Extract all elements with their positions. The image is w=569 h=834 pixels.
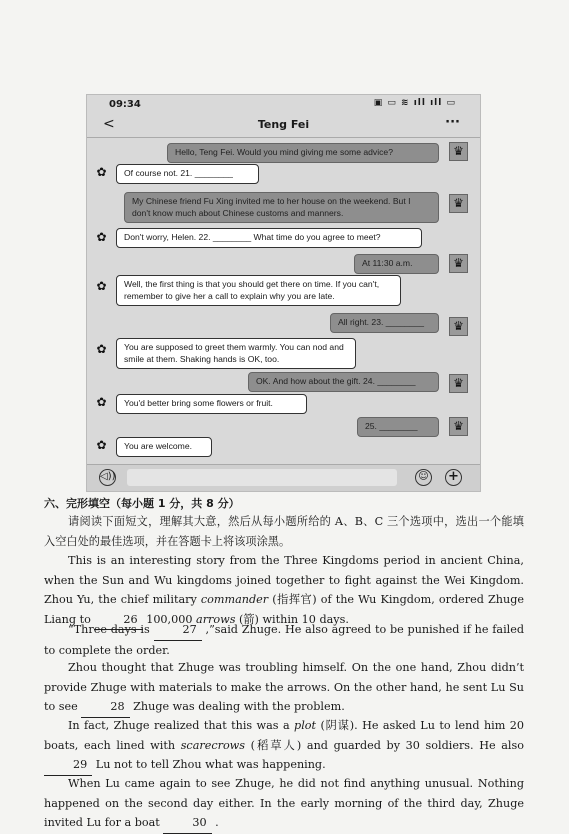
avatar-me: ♛ xyxy=(449,142,468,161)
message-bubble-sent: All right. 23. ________ xyxy=(330,313,439,333)
status-icons: ▣ ▭ ≋ ıll ıll ▭ xyxy=(373,98,456,108)
avatar-teng-fei: ✿ xyxy=(96,230,107,244)
message-bubble-received: You are supposed to greet them warmly. You can nod and smile at them. Shaking hands is OK, too. xyxy=(116,338,356,369)
blank-29: 29 xyxy=(44,755,92,776)
emoji-icon[interactable]: ☺ xyxy=(415,469,432,486)
avatar-teng-fei: ✿ xyxy=(96,395,107,409)
avatar-teng-fei: ✿ xyxy=(96,165,107,179)
back-icon[interactable]: < xyxy=(103,116,115,132)
blank-28: 28 xyxy=(81,697,129,718)
more-icon[interactable]: ··· xyxy=(445,115,460,130)
chat-title: Teng Fei xyxy=(257,118,310,131)
plus-icon[interactable]: + xyxy=(445,469,462,486)
message-input[interactable] xyxy=(127,469,397,486)
passage-paragraph-4: In fact, Zhuge realized that this was a plot (阴谋). He asked Lu to lend him 20 boats, each lined with scarecrows (稻草人) and guarded by 30 soldiers. He also 29 Lu not to tell Zhou what was happening. xyxy=(44,716,524,776)
avatar-me: ♛ xyxy=(449,417,468,436)
instruction: 请阅读下面短文，理解其大意，然后从每小题所给的 A、B、C 三个选项中，选出一个能填入空白处的最佳选项，并在答题卡上将该项涂黑。 xyxy=(44,515,524,548)
chat-screenshot xyxy=(86,94,481,492)
blank-26: 26 xyxy=(94,610,142,631)
avatar-me: ♛ xyxy=(449,374,468,393)
message-bubble-sent: Hello, Teng Fei. Would you mind giving me some advice? xyxy=(167,143,439,163)
header-divider xyxy=(87,137,480,138)
message-bubble-received: Well, the first thing is that you should get there on time. If you can't, remember to give her a call to explain why you are late. xyxy=(116,275,401,306)
message-bubble-sent: 25. ________ xyxy=(357,417,439,437)
avatar-teng-fei: ✿ xyxy=(96,342,107,356)
avatar-me: ♛ xyxy=(449,194,468,213)
message-bubble-received: You'd better bring some flowers or fruit. xyxy=(116,394,307,414)
status-time: 09:34 xyxy=(109,99,141,110)
blank-30: 30 xyxy=(163,813,211,834)
passage-paragraph-5: When Lu came again to see Zhuge, he did not find anything unusual. Nothing happened on the second day either. In the early morning of the third day, Zhuge invited Lu for a boat 30 . xyxy=(44,774,524,834)
message-bubble-received: Of course not. 21. ________ xyxy=(116,164,259,184)
status-bar xyxy=(87,95,480,115)
passage-paragraph-1: This is an interesting story from the Three Kingdoms period in ancient China, when the Sun and Wu kingdoms joined together to fight against the Wei Kingdom. Zhou Yu, the chief military commander (指挥官) of the Wu Kingdom, ordered Zhuge Liang to 26 100,000 arrows (箭) within 10 days. xyxy=(44,551,524,630)
message-bubble-sent: My Chinese friend Fu Xing invited me to her house on the weekend. But I don't know much about Chinese customs and manners. xyxy=(124,192,439,223)
avatar-teng-fei: ✿ xyxy=(96,279,107,293)
blank-27: 27 xyxy=(154,620,202,641)
message-bubble-received: You are welcome. xyxy=(116,437,212,457)
message-bubble-sent: At 11:30 a.m. xyxy=(354,254,439,274)
avatar-me: ♛ xyxy=(449,317,468,336)
message-bubble-received: Don't worry, Helen. 22. ________ What time do you agree to meet? xyxy=(116,228,422,248)
avatar-teng-fei: ✿ xyxy=(96,438,107,452)
avatar-me: ♛ xyxy=(449,254,468,273)
section-heading: 六、完形填空（每小题 1 分，共 8 分） xyxy=(44,497,240,510)
chat-input-bar xyxy=(87,464,480,491)
message-bubble-sent: OK. And how about the gift. 24. ________ xyxy=(248,372,439,392)
voice-icon[interactable]: ◁)) xyxy=(99,469,116,486)
passage-paragraph-3: Zhou thought that Zhuge was troubling himself. On the one hand, Zhou didn’t provide Zhuge with materials to make the arrows. On the other hand, he sent Lu Su to see 28 Zhuge was dealing with the problem. xyxy=(44,658,524,718)
passage-paragraph-2: “Three days is 27 ,”said Zhuge. He also agreed to be punished if he failed to complete the order. xyxy=(44,620,524,660)
chat-header xyxy=(87,115,480,137)
